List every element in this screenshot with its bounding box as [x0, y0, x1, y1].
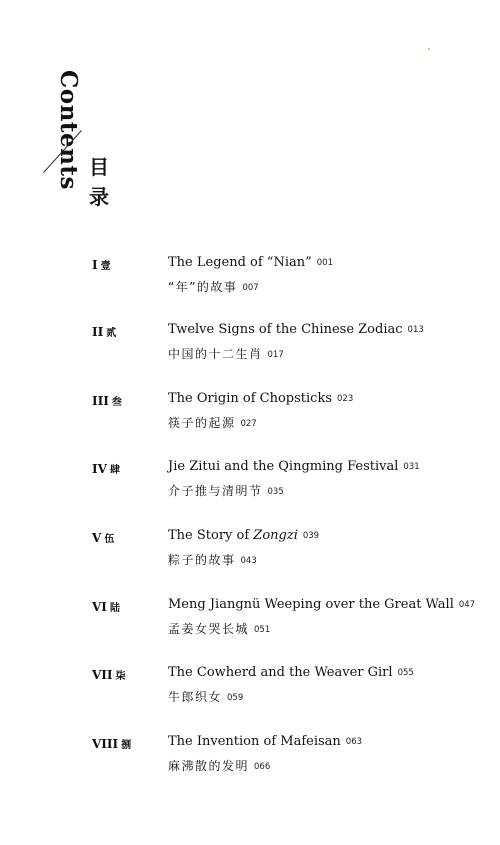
- page-number: 007: [242, 283, 259, 293]
- page-number: 051: [254, 625, 271, 635]
- chapter-number: VIII 捌: [92, 737, 132, 751]
- toc-entry[interactable]: [0, 459, 500, 507]
- chapter-number: VI 陆: [92, 600, 120, 614]
- mulu-char-2: 录: [89, 185, 109, 209]
- chapter-title-zh: 介子推与清明节 035: [168, 484, 284, 498]
- chapter-title-en: The Story of Zongzi 039: [168, 528, 320, 543]
- page-number: 001: [316, 258, 333, 268]
- page-number: 059: [227, 693, 244, 703]
- chapter-title-zh: 孟姜女哭长城 051: [168, 622, 271, 636]
- chapter-number: II 贰: [92, 325, 117, 339]
- page-number: 066: [254, 762, 271, 772]
- chapter-number: I 壹: [92, 258, 111, 272]
- chapter-number: VII 柒: [92, 668, 126, 682]
- chapter-number: IV 肆: [92, 462, 120, 476]
- mulu-title: [89, 152, 111, 212]
- chapter-title-en: The Legend of “Nian” 001: [168, 255, 333, 270]
- toc-entry[interactable]: [0, 734, 500, 782]
- page-number: 023: [337, 394, 354, 404]
- page-number: 017: [267, 350, 284, 360]
- chapter-title-en: Twelve Signs of the Chinese Zodiac 013: [168, 322, 424, 337]
- contents-title: Contents: [55, 70, 82, 190]
- italic-term: Zongzi: [253, 528, 298, 543]
- toc-entry[interactable]: [0, 322, 500, 370]
- chapter-number: III 叁: [92, 394, 122, 408]
- toc-entry[interactable]: [0, 665, 500, 713]
- chapter-title-zh: “年”的故事 007: [168, 280, 259, 294]
- toc-entry[interactable]: [0, 528, 500, 576]
- toc-entry[interactable]: [0, 391, 500, 439]
- mulu-char-1: 目: [89, 155, 109, 179]
- page-number: 031: [403, 462, 420, 472]
- chapter-title-zh: 筷子的起源 027: [168, 416, 257, 430]
- toc-entry[interactable]: [0, 255, 500, 303]
- page-number: 027: [240, 419, 257, 429]
- chapter-title-zh: 中国的十二生肖 017: [168, 347, 284, 361]
- page-number: 013: [407, 325, 424, 335]
- page-number: 063: [345, 737, 363, 747]
- page-number: 055: [397, 668, 414, 678]
- page-number: 043: [240, 556, 257, 566]
- toc-entry[interactable]: [0, 597, 500, 645]
- paper-speck: [428, 48, 430, 50]
- chapter-title-zh: 粽子的故事 043: [168, 553, 257, 567]
- page-number: 039: [302, 531, 320, 541]
- chapter-title-zh: 麻沸散的发明 066: [168, 759, 271, 773]
- chapter-title-zh: 牛郎织女 059: [168, 690, 244, 704]
- chapter-title-en: The Invention of Mafeisan 063: [168, 734, 363, 749]
- chapter-title-en: Jie Zitui and the Qingming Festival 031: [168, 459, 420, 474]
- chapter-number: V 伍: [92, 531, 115, 545]
- page-number: 035: [267, 487, 284, 497]
- chapter-title-en: The Origin of Chopsticks 023: [168, 391, 354, 406]
- page-number: 047: [458, 600, 476, 610]
- chapter-title-en: The Cowherd and the Weaver Girl 055: [168, 665, 414, 680]
- chapter-title-en: Meng Jiangnü Weeping over the Great Wall 047: [168, 597, 476, 612]
